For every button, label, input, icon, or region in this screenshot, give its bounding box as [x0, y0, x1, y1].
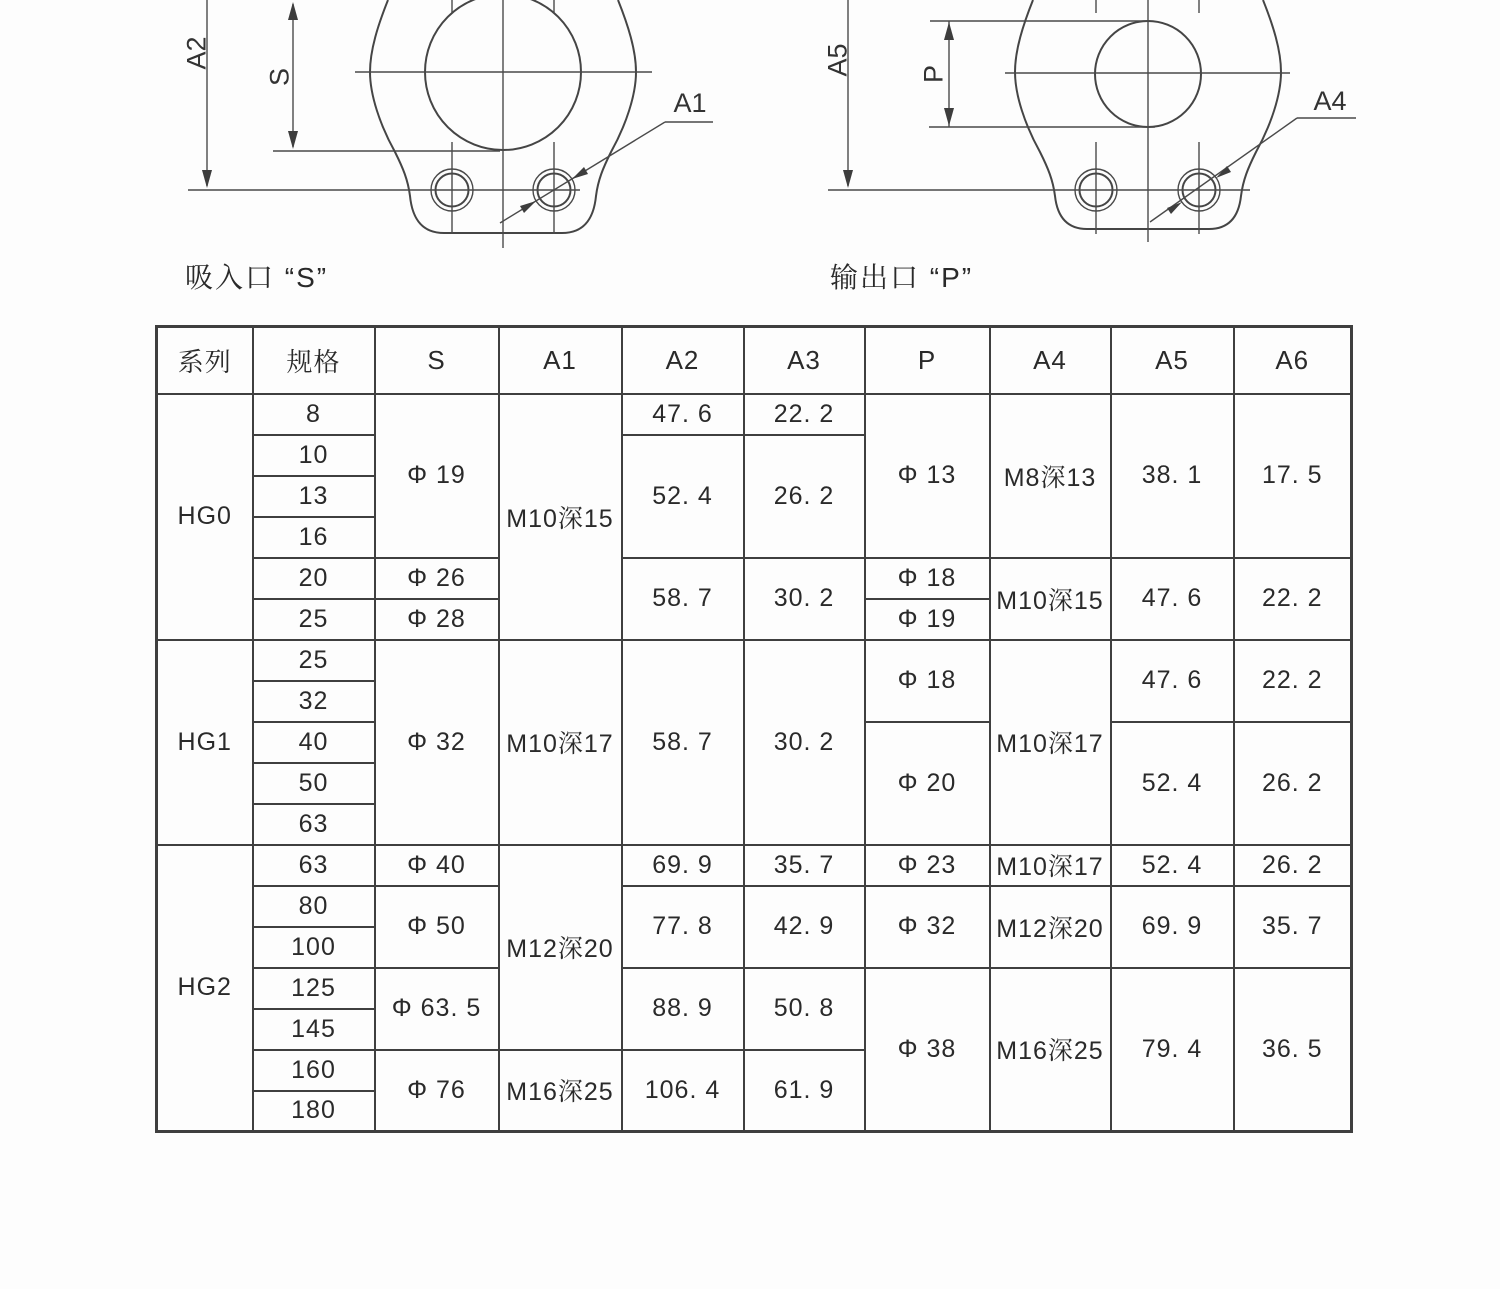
col-header-a4: A4	[990, 327, 1111, 394]
table-cell: 100	[253, 927, 375, 968]
table-cell: Φ 13	[865, 394, 990, 558]
col-header-spec: 规格	[253, 327, 375, 394]
dim-label-p: P	[918, 64, 949, 84]
table-cell: 36. 5	[1234, 968, 1352, 1132]
table-cell: 25	[253, 640, 375, 681]
dim-label-a1: A1	[673, 88, 707, 118]
table-row	[157, 968, 1352, 1009]
table-cell: M10深15	[990, 558, 1111, 640]
arrowhead-icon	[944, 22, 954, 40]
table-cell: Φ 76	[375, 1050, 499, 1132]
table-cell: 8	[253, 394, 375, 435]
table-cell: M10深17	[990, 845, 1111, 886]
table-row	[157, 640, 1352, 681]
dim-label-a5: A5	[822, 43, 853, 77]
table-cell: 22. 2	[1234, 558, 1352, 640]
table-cell: M12深20	[990, 886, 1111, 968]
table-cell: 26. 2	[744, 435, 865, 558]
table-row	[157, 886, 1352, 927]
table-cell: M8深13	[990, 394, 1111, 558]
table-cell: 38. 1	[1111, 394, 1234, 558]
table-cell: 125	[253, 968, 375, 1009]
table-cell: 52. 4	[1111, 722, 1234, 845]
table-cell: M10深15	[499, 394, 622, 640]
table-cell: 47. 6	[622, 394, 744, 435]
arrowhead-icon	[288, 131, 298, 149]
series-cell: HG2	[157, 845, 253, 1132]
dim-label-a4: A4	[1313, 86, 1347, 116]
arrowhead-icon	[843, 170, 853, 188]
arrowhead-icon	[288, 2, 298, 20]
table-cell: 79. 4	[1111, 968, 1234, 1132]
table-cell: 52. 4	[622, 435, 744, 558]
table-row	[157, 845, 1352, 886]
table-cell: 32	[253, 681, 375, 722]
col-header-s: S	[375, 327, 499, 394]
arrowhead-icon	[944, 108, 954, 126]
table-row	[157, 558, 1352, 599]
table-cell: 26. 2	[1234, 722, 1352, 845]
table-cell: Φ 63. 5	[375, 968, 499, 1050]
table-cell: Φ 40	[375, 845, 499, 886]
table-cell: 30. 2	[744, 640, 865, 845]
table-cell: 52. 4	[1111, 845, 1234, 886]
col-header-a2: A2	[622, 327, 744, 394]
table-cell: Φ 19	[865, 599, 990, 640]
table-cell: 17. 5	[1234, 394, 1352, 558]
table-cell: Φ 26	[375, 558, 499, 599]
table-cell: Φ 50	[375, 886, 499, 968]
series-cell: HG1	[157, 640, 253, 845]
col-header-p: P	[865, 327, 990, 394]
arrowhead-icon	[520, 201, 536, 213]
table-cell: 22. 2	[1234, 640, 1352, 722]
table-cell: 10	[253, 435, 375, 476]
table-cell: Φ 18	[865, 558, 990, 599]
table-cell: M10深17	[990, 640, 1111, 845]
table-cell: 160	[253, 1050, 375, 1091]
table-cell: 20	[253, 558, 375, 599]
table-row	[157, 394, 1352, 435]
technical-drawings	[0, 0, 1500, 300]
table-cell: 58. 7	[622, 640, 744, 845]
table-cell: 50	[253, 763, 375, 804]
dim-label-s: S	[264, 67, 295, 87]
table-cell: 47. 6	[1111, 640, 1234, 722]
table-cell: Φ 19	[375, 394, 499, 558]
table-cell: 80	[253, 886, 375, 927]
table-cell: 58. 7	[622, 558, 744, 640]
table-cell: 50. 8	[744, 968, 865, 1050]
arrowhead-icon	[1167, 202, 1182, 214]
table-cell: 35. 7	[1234, 886, 1352, 968]
table-cell: M16深25	[990, 968, 1111, 1132]
table-cell: Φ 18	[865, 640, 990, 722]
table-cell: 35. 7	[744, 845, 865, 886]
table-cell: 47. 6	[1111, 558, 1234, 640]
table-cell: 69. 9	[1111, 886, 1234, 968]
suction-port-drawing	[181, 0, 713, 248]
table-cell: 61. 9	[744, 1050, 865, 1132]
table-cell: 22. 2	[744, 394, 865, 435]
table-cell: Φ 32	[375, 640, 499, 845]
table-cell: Φ 28	[375, 599, 499, 640]
table-cell: 42. 9	[744, 886, 865, 968]
col-header-series: 系列	[157, 327, 253, 394]
output-port-caption: 输出口 “P”	[830, 262, 974, 293]
output-port-drawing	[822, 0, 1356, 242]
suction-port-caption: 吸入口 “S”	[185, 262, 329, 293]
table-cell: 16	[253, 517, 375, 558]
table-cell: 26. 2	[1234, 845, 1352, 886]
arrowhead-icon	[1216, 166, 1231, 178]
table-cell: 77. 8	[622, 886, 744, 968]
col-header-a6: A6	[1234, 327, 1352, 394]
header-row	[157, 327, 1352, 394]
arrowhead-icon	[572, 167, 588, 179]
table-cell: Φ 38	[865, 968, 990, 1132]
table-cell: 69. 9	[622, 845, 744, 886]
dim-label-a2: A2	[181, 36, 212, 70]
col-header-a3: A3	[744, 327, 865, 394]
table-cell: 63	[253, 804, 375, 845]
table-cell: 63	[253, 845, 375, 886]
table-cell: M12深20	[499, 845, 622, 1050]
col-header-a1: A1	[499, 327, 622, 394]
arrowhead-icon	[202, 170, 212, 188]
table-cell: M10深17	[499, 640, 622, 845]
table-cell: 40	[253, 722, 375, 763]
table-cell: 106. 4	[622, 1050, 744, 1132]
table-cell: M16深25	[499, 1050, 622, 1132]
dimension-table	[155, 325, 1353, 1133]
table-cell: Φ 20	[865, 722, 990, 845]
table-cell: 180	[253, 1091, 375, 1132]
col-header-a5: A5	[1111, 327, 1234, 394]
table-cell: 88. 9	[622, 968, 744, 1050]
table-cell: 13	[253, 476, 375, 517]
table-cell: Φ 23	[865, 845, 990, 886]
table-cell: 145	[253, 1009, 375, 1050]
table-cell: 30. 2	[744, 558, 865, 640]
table-cell: 25	[253, 599, 375, 640]
series-cell: HG0	[157, 394, 253, 640]
table-cell: Φ 32	[865, 886, 990, 968]
